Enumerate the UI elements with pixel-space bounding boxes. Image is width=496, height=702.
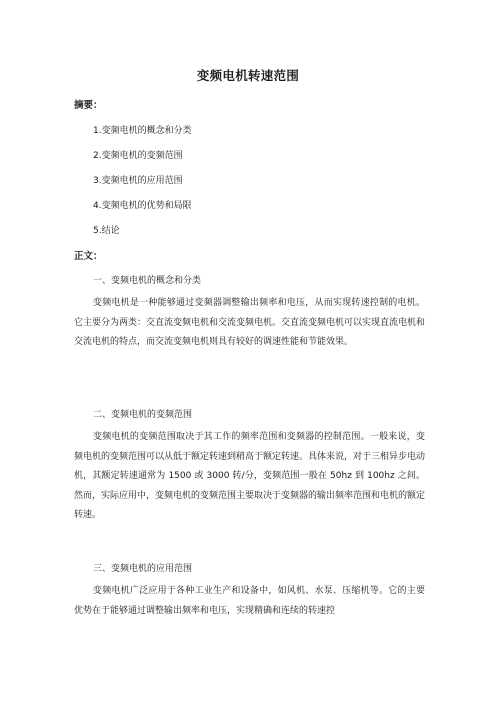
abstract-heading: 摘要： bbox=[74, 100, 103, 111]
toc-item: 2.变频电机的变频范围 bbox=[93, 151, 183, 161]
toc-item: 3.变频电机的应用范围 bbox=[93, 176, 183, 186]
section-paragraph: 变频电机的变频范围取决于其工作的频率范围和变频器的控制范围。一般来说，变频电机的变频范围可以从低于额定转速到稍高于额定转速。具体来说，对于三相异步电动机，其额定转速通常为 1500 或 3000 转/分，变频范围一般在 50hz 到 100hz 之间。然而，实际应用中，变频电机的变频范围主要取决于变频器的输出频率范围和电机的额定转速。 bbox=[74, 432, 426, 520]
section-heading: 二、变频电机的变频范围 bbox=[93, 410, 193, 420]
section-heading: 三、变频电机的应用范围 bbox=[93, 564, 193, 574]
toc-item: 1.变频电机的概念和分类 bbox=[93, 126, 192, 136]
section-heading: 一、变频电机的概念和分类 bbox=[93, 276, 202, 286]
toc-item: 5.结论 bbox=[93, 226, 120, 236]
section-paragraph: 变频电机广泛应用于各种工业生产和设备中，如风机、水泵、压缩机等。它的主要优势在于能够通过调整输出频率和电压，实现精确和连续的转速控 bbox=[74, 586, 425, 616]
body-heading: 正文： bbox=[74, 251, 103, 262]
toc-item: 4.变频电机的优势和局限 bbox=[93, 201, 192, 211]
section-paragraph: 变频电机是一种能够通过变频器调整输出频率和电压，从而实现转速控制的电机。它主要分为两类：交直流变频电机和交流变频电机。交直流变频电机可以实现直流电机和交流电机的特点，而交流变频电机则具有较好的调速性能和节能效果。 bbox=[74, 298, 426, 347]
document-title: 变频电机转速范围 bbox=[196, 68, 300, 83]
